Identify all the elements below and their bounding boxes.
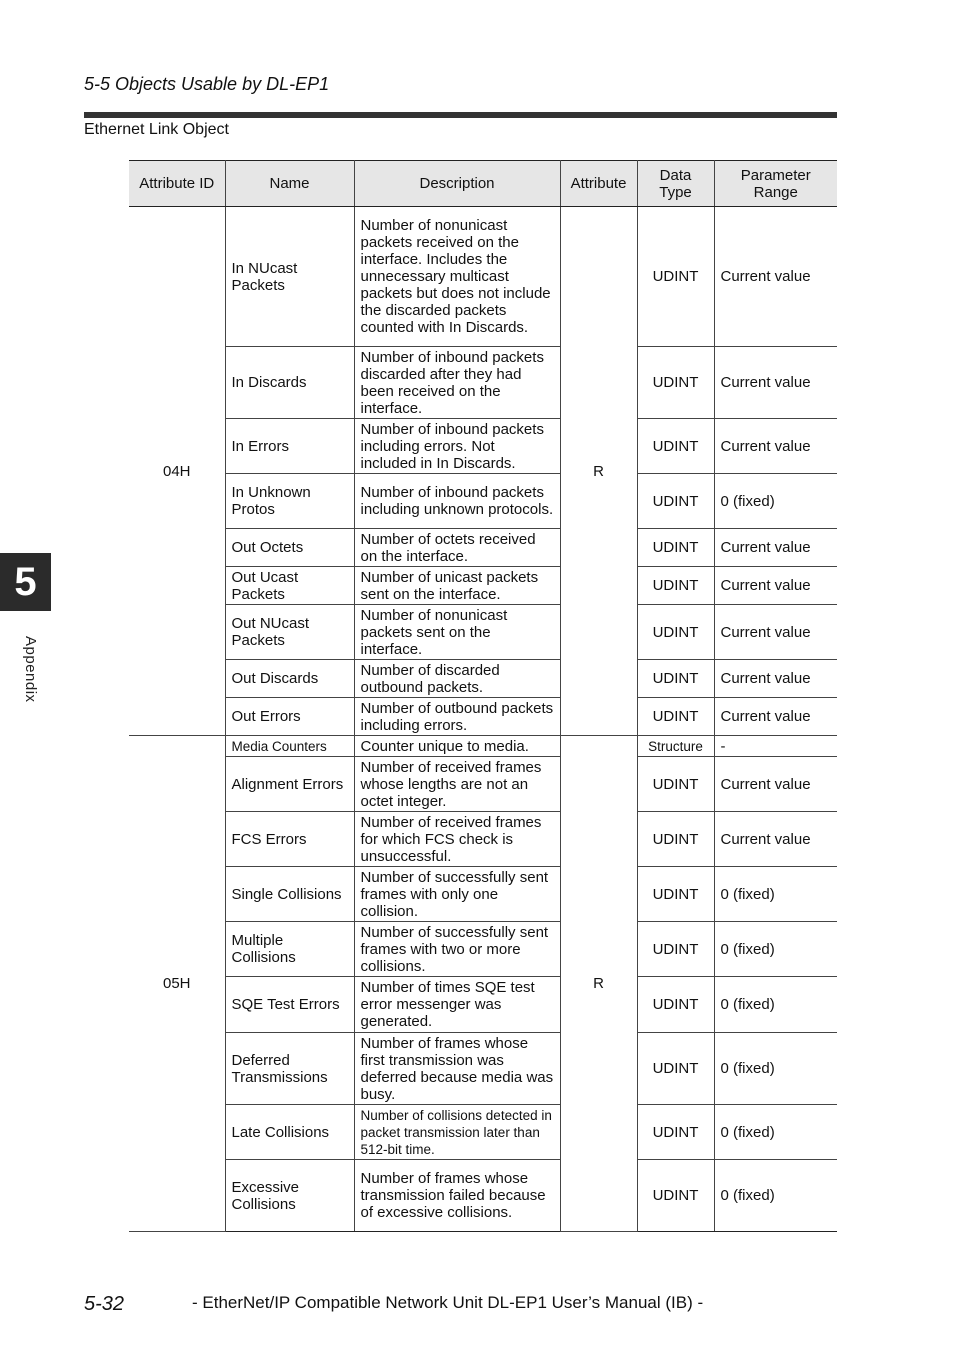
- description-cell: Number of inbound packets including errors. Not included in In Discards.: [354, 419, 560, 474]
- name-cell: Late Collisions: [225, 1105, 354, 1160]
- chapter-number-tab: 5: [0, 553, 51, 611]
- range-cell: Current value: [714, 567, 837, 605]
- ethernet-link-object-table: [129, 160, 837, 1232]
- section-title: 5-5 Objects Usable by DL-EP1: [84, 74, 330, 94]
- table-row: [129, 474, 837, 529]
- name-cell: In Errors: [225, 419, 354, 474]
- description-cell: Number of frames whose transmission failed because of excessive collisions.: [354, 1160, 560, 1232]
- description-cell: Number of successfully sent frames with only one collision.: [354, 867, 560, 922]
- name-cell: Out Discards: [225, 660, 354, 698]
- table-row: [129, 605, 837, 660]
- table-row: [129, 347, 837, 419]
- range-cell: 0 (fixed): [714, 867, 837, 922]
- column-header: Attribute: [560, 161, 637, 207]
- attribute-id-cell: 05H: [129, 736, 225, 1232]
- data-type-cell: UDINT: [637, 419, 714, 474]
- table-row: [129, 867, 837, 922]
- name-cell: Out Errors: [225, 698, 354, 736]
- table-row: [129, 812, 837, 867]
- table-row: [129, 736, 837, 757]
- column-header: Data Type: [637, 161, 714, 207]
- description-cell: Number of unicast packets sent on the interface.: [354, 567, 560, 605]
- name-cell: Out NUcast Packets: [225, 605, 354, 660]
- range-cell: Current value: [714, 812, 837, 867]
- description-cell: Counter unique to media.: [354, 736, 560, 757]
- table-row: [129, 1033, 837, 1105]
- range-cell: Current value: [714, 347, 837, 419]
- range-cell: 0 (fixed): [714, 1105, 837, 1160]
- description-cell: Number of inbound packets discarded after they had been received on the interface.: [354, 347, 560, 419]
- data-type-cell: UDINT: [637, 347, 714, 419]
- table-caption: Ethernet Link Object: [84, 121, 229, 138]
- table-row: [129, 757, 837, 812]
- description-cell: Number of octets received on the interface.: [354, 529, 560, 567]
- name-cell: In NUcast Packets: [225, 207, 354, 347]
- range-cell: 0 (fixed): [714, 977, 837, 1033]
- range-cell: 0 (fixed): [714, 474, 837, 529]
- data-type-cell: UDINT: [637, 605, 714, 660]
- range-cell: Current value: [714, 529, 837, 567]
- description-cell: Number of discarded outbound packets.: [354, 660, 560, 698]
- attribute-cell: R: [560, 736, 637, 1232]
- data-type-cell: UDINT: [637, 567, 714, 605]
- data-type-cell: UDINT: [637, 1160, 714, 1232]
- name-cell: SQE Test Errors: [225, 977, 354, 1033]
- table-row: [129, 977, 837, 1033]
- description-cell: Number of frames whose first transmission was deferred because media was busy.: [354, 1033, 560, 1105]
- range-cell: Current value: [714, 419, 837, 474]
- name-cell: FCS Errors: [225, 812, 354, 867]
- name-cell: Out Ucast Packets: [225, 567, 354, 605]
- name-cell: Deferred Transmissions: [225, 1033, 354, 1105]
- range-cell: Current value: [714, 757, 837, 812]
- table-row: [129, 698, 837, 736]
- attribute-cell: R: [560, 207, 637, 736]
- title-divider: [84, 112, 837, 118]
- data-type-cell: UDINT: [637, 867, 714, 922]
- page-number: 5-32: [84, 1293, 125, 1315]
- data-type-cell: UDINT: [637, 922, 714, 977]
- range-cell: -: [714, 736, 837, 757]
- name-cell: Excessive Collisions: [225, 1160, 354, 1232]
- data-type-cell: UDINT: [637, 1105, 714, 1160]
- data-type-cell: Structure: [637, 736, 714, 757]
- data-type-cell: UDINT: [637, 1033, 714, 1105]
- column-header: Name: [225, 161, 354, 207]
- table-row: [129, 207, 837, 347]
- range-cell: Current value: [714, 698, 837, 736]
- name-cell: Multiple Collisions: [225, 922, 354, 977]
- chapter-label: Appendix: [22, 636, 39, 703]
- range-cell: Current value: [714, 660, 837, 698]
- description-cell: Number of received frames whose lengths are not an octet integer.: [354, 757, 560, 812]
- data-type-cell: UDINT: [637, 757, 714, 812]
- name-cell: In Unknown Protos: [225, 474, 354, 529]
- table-row: [129, 660, 837, 698]
- name-cell: Single Collisions: [225, 867, 354, 922]
- name-cell: Alignment Errors: [225, 757, 354, 812]
- data-type-cell: UDINT: [637, 812, 714, 867]
- manual-title-footer: - EtherNet/IP Compatible Network Unit DL-EP1 User’s Manual (IB) -: [192, 1293, 704, 1312]
- column-header: Description: [354, 161, 560, 207]
- data-type-cell: UDINT: [637, 529, 714, 567]
- name-cell: In Discards: [225, 347, 354, 419]
- table-header-row: [129, 161, 837, 207]
- description-cell: Number of successfully sent frames with two or more collisions.: [354, 922, 560, 977]
- description-cell: Number of collisions detected in packet transmission later than 512-bit time.: [354, 1105, 560, 1160]
- name-cell: Out Octets: [225, 529, 354, 567]
- data-type-cell: UDINT: [637, 660, 714, 698]
- range-cell: 0 (fixed): [714, 1033, 837, 1105]
- attribute-id-cell: 04H: [129, 207, 225, 736]
- description-cell: Number of nonunicast packets sent on the interface.: [354, 605, 560, 660]
- data-type-cell: UDINT: [637, 474, 714, 529]
- data-type-cell: UDINT: [637, 977, 714, 1033]
- table-row: [129, 1160, 837, 1232]
- description-cell: Number of inbound packets including unknown protocols.: [354, 474, 560, 529]
- name-cell: Media Counters: [225, 736, 354, 757]
- description-cell: Number of nonunicast packets received on the interface. Includes the unnecessary multicast packets but does not include the discarded packets counted with In Discards.: [354, 207, 560, 347]
- description-cell: Number of times SQE test error messenger was generated.: [354, 977, 560, 1033]
- description-cell: Number of outbound packets including errors.: [354, 698, 560, 736]
- table-row: [129, 922, 837, 977]
- table-row: [129, 1105, 837, 1160]
- range-cell: Current value: [714, 207, 837, 347]
- table-row: [129, 567, 837, 605]
- range-cell: 0 (fixed): [714, 1160, 837, 1232]
- column-header: Parameter Range: [714, 161, 837, 207]
- description-cell: Number of received frames for which FCS check is unsuccessful.: [354, 812, 560, 867]
- range-cell: Current value: [714, 605, 837, 660]
- table-row: [129, 419, 837, 474]
- data-type-cell: UDINT: [637, 698, 714, 736]
- data-type-cell: UDINT: [637, 207, 714, 347]
- range-cell: 0 (fixed): [714, 922, 837, 977]
- table-row: [129, 529, 837, 567]
- column-header: Attribute ID: [129, 161, 225, 207]
